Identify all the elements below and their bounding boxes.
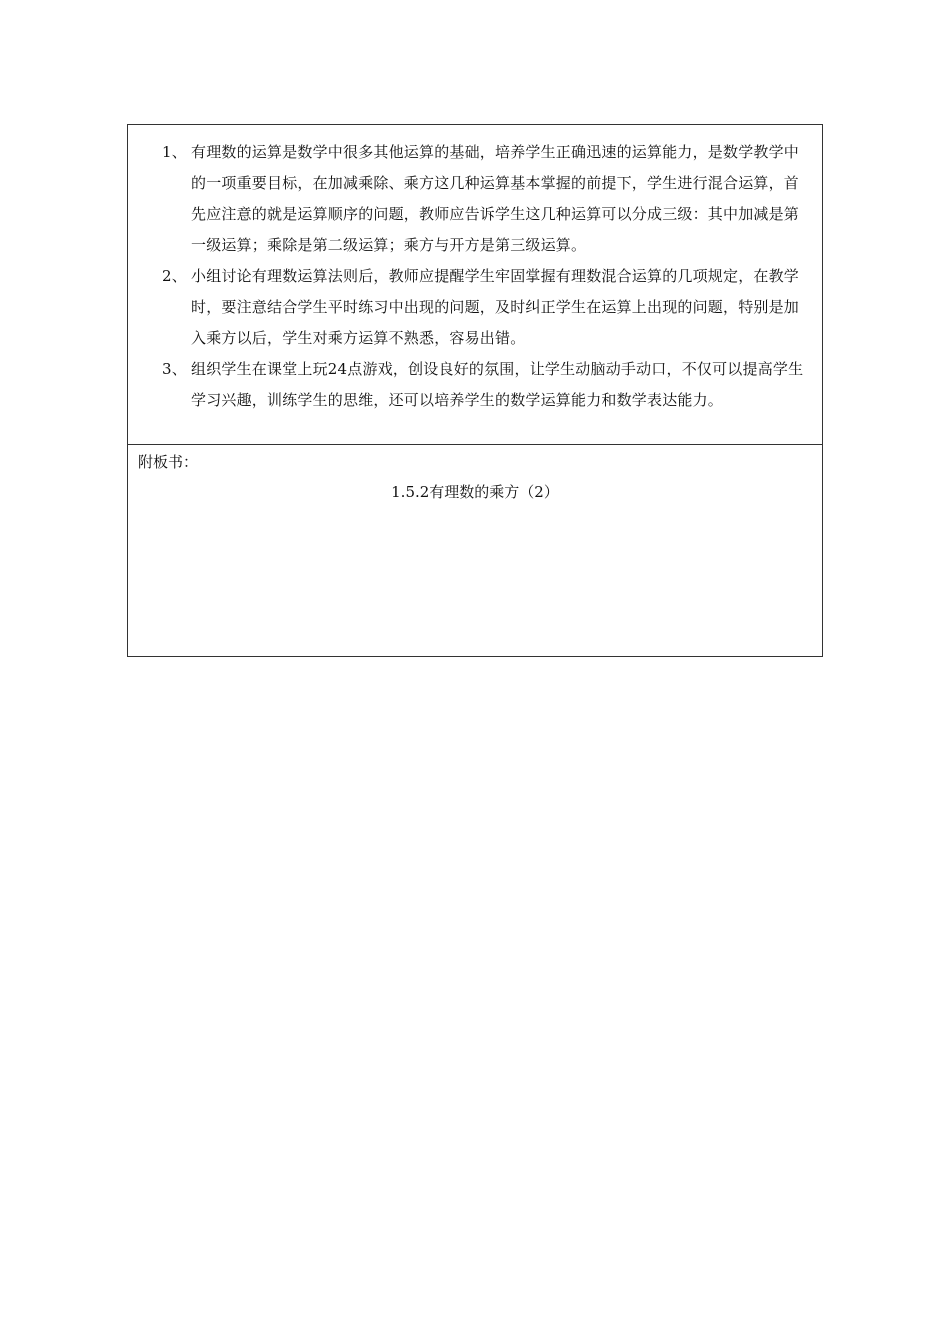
note-item-1 [128,137,822,261]
note-number: 2、 [162,267,187,285]
board-label: 附板书： [138,453,199,471]
note-text: 有理数的运算是数学中很多其他运算的基础，培养学生正确迅速的运算能力，是数学教学中的一项重要目标，在加减乘除、乘方这几种运算基本掌握的前提下，学生进行混合运算，首先应注意的就是运算顺序的问题，教师应告诉学生这几种运算可以分成三级：其中加减是第一级运算；乘除是第二级运算；乘方与开方是第三级运算。 [191,143,800,254]
note-number: 1、 [162,143,187,161]
note-text: 组织学生在课堂上玩24点游戏，创设良好的氛围，让学生动脑动手动口，不仅可以提高学生学习兴趣，训练学生的思维，还可以培养学生的数学运算能力和数学表达能力。 [191,360,804,409]
lesson-table [127,124,823,657]
board-title: 1.5.2有理数的乘方（2） [391,483,559,501]
note-item-2 [128,261,822,354]
blackboard-section [128,445,822,656]
note-text: 小组讨论有理数运算法则后，教师应提醒学生牢固掌握有理数混合运算的几项规定，在教学时，要注意结合学生平时练习中出现的问题，及时纠正学生在运算上出现的问题，特别是加入乘方以后，学生对乘方运算不熟悉，容易出错。 [191,267,800,347]
note-item-3 [128,354,822,416]
note-number: 3、 [162,360,187,378]
teaching-notes-section [128,125,822,445]
